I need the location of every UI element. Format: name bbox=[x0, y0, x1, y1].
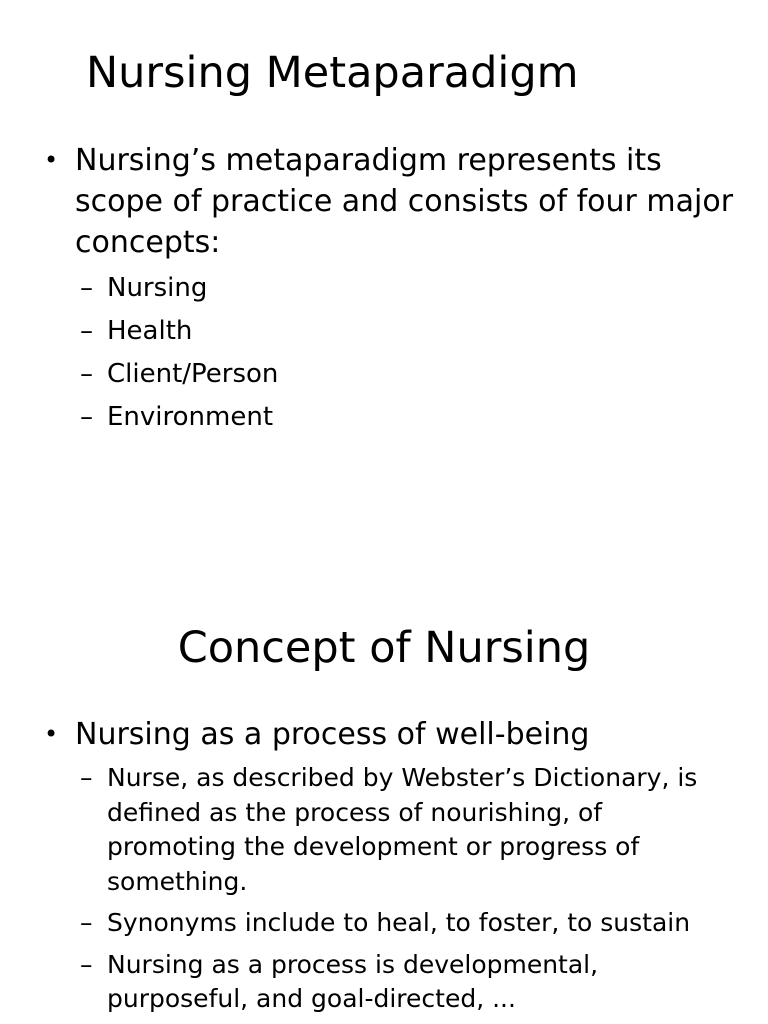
bullet-item bbox=[44, 140, 744, 439]
bullet-item bbox=[44, 714, 744, 1017]
bullet-text: Nursing as a process of well-being bbox=[75, 717, 590, 752]
slide-title: Nursing Metaparadigm bbox=[86, 48, 579, 98]
sub-bullet-item: – Nurse, as described by Webster’s Dictionary, is defined as the process of nourishing, of promoting the development or progress of something. bbox=[75, 761, 717, 899]
sub-bullet-item: – Health bbox=[75, 310, 744, 353]
sub-bullet-item: – Nursing as a process is developmental, purposeful, and goal-directed, ... bbox=[75, 948, 717, 1017]
sub-bullet-item: – Client/Person bbox=[75, 353, 744, 396]
sub-bullet-list bbox=[75, 267, 744, 439]
bullet-list bbox=[44, 140, 744, 439]
sub-bullet-list bbox=[75, 761, 744, 1017]
bullet-text: Nursing’s metaparadigm represents its scope of practice and consists of four major concepts: bbox=[75, 143, 734, 260]
slide-title: Concept of Nursing bbox=[177, 623, 591, 673]
sub-bullet-item: – Synonyms include to heal, to foster, to sustain bbox=[75, 906, 717, 941]
sub-bullet-item: – Environment bbox=[75, 396, 744, 439]
sub-bullet-item: – Nursing bbox=[75, 267, 744, 310]
bullet-list bbox=[44, 714, 744, 1024]
